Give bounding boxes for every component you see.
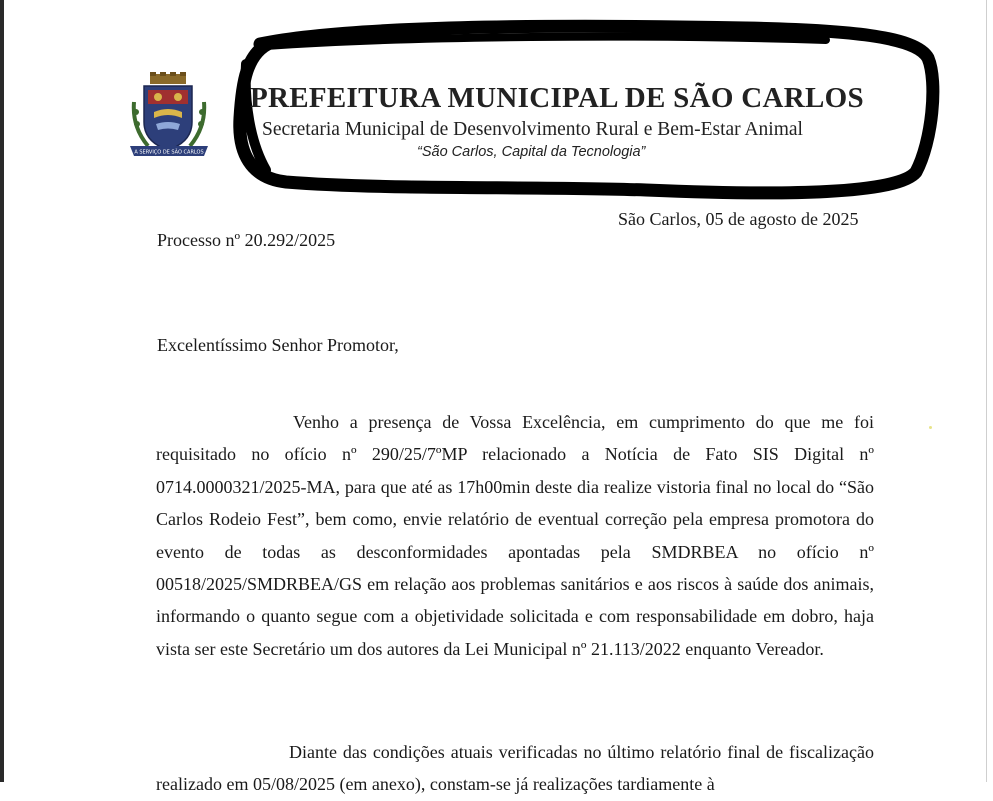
organization-title: PREFEITURA MUNICIPAL DE SÃO CARLOS — [250, 82, 864, 114]
salutation: Excelentíssimo Senhor Promotor, — [157, 335, 399, 355]
paragraph-1 — [156, 406, 874, 665]
process-number: Processo nº 20.292/2025 — [157, 230, 336, 250]
paragraph-2-text: Diante das condições atuais verificadas no último relatório final de fiscalização realizado em 05/08/2025 (em anexo), constam-se já realizações tardiamente à — [156, 742, 874, 795]
paragraph-1-text: Venho a presença de Vossa Excelência, em cumprimento do que me foi requisitado no ofício nº 290/25/7ºMP relacionado a Notícia de Fato SIS Digital nº 0714.0000321/2025-MA, para que até as 17h00min deste dia realize vistoria final no local do “São Carlos Rodeio Fest”, bem como, envie relatório de eventual correção pela empresa promotora do evento de todas as desconformidades apontadas pela SMDRBEA no ofício nº 00518/2025/SMDRBEA/GS em relação aos problemas sanitários e aos riscos à saúde dos animais, informando o quanto segue com a objetividade solicitada e com responsabilidade em dobro, haja vista ser este Secretário um dos autores da Lei Municipal nº 21.113/2022 enquanto Vereador. — [156, 412, 874, 659]
city-motto: “São Carlos, Capital da Tecnologia” — [417, 144, 646, 160]
coat-of-arms-icon — [128, 72, 210, 162]
paragraph-2 — [156, 736, 874, 795]
department-subtitle: Secretaria Municipal de Desenvolvimento Rural e Bem-Estar Animal — [262, 119, 803, 140]
viewer-right-border — [986, 0, 987, 782]
document-date: São Carlos, 05 de agosto de 2025 — [618, 209, 859, 229]
letterhead — [226, 22, 942, 204]
svg-text:A SERVIÇO DE SÃO CARLOS: A SERVIÇO DE SÃO CARLOS — [134, 149, 204, 156]
highlight-speck — [929, 426, 932, 429]
viewer-right-margin — [986, 0, 993, 782]
